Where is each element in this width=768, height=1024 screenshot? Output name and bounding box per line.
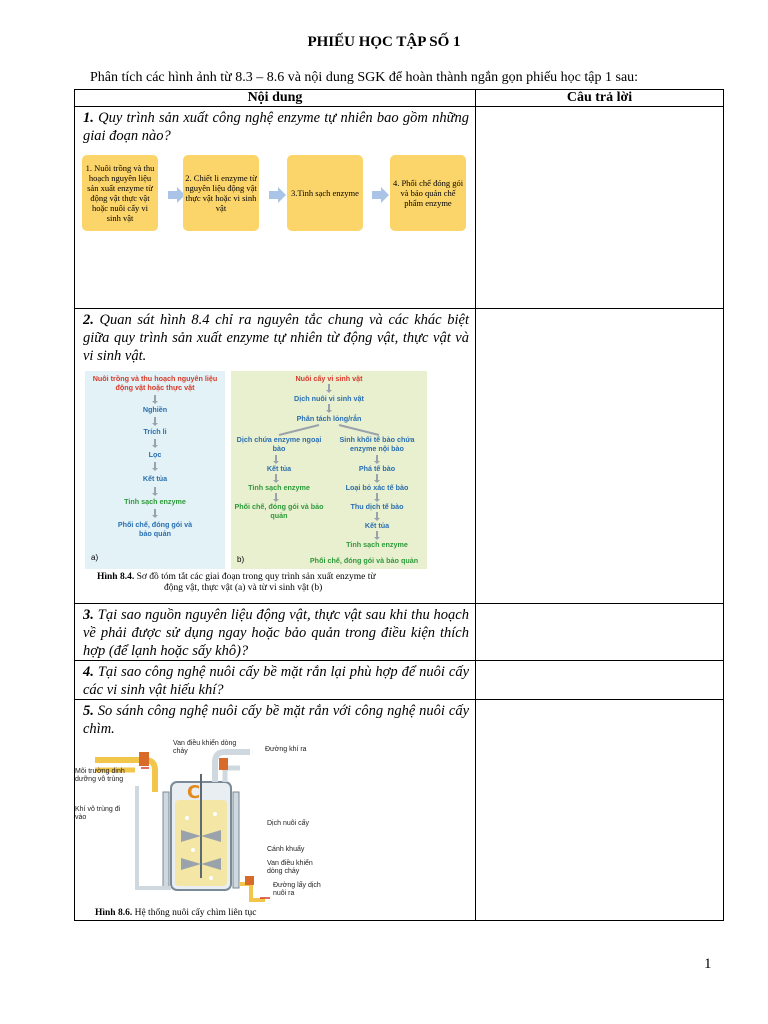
arrow-down-icon xyxy=(376,493,378,500)
arrow-down-icon xyxy=(275,493,277,500)
step-label: Kết tủa xyxy=(364,521,390,530)
question-1: 1. Quy trình sản xuất công nghệ enzyme tự nhiên bao gồm những giai đoạn nào? xyxy=(83,110,470,144)
arrow-down-icon xyxy=(275,474,277,481)
arrow-down-icon xyxy=(154,439,156,446)
step-label: Phối chế, đóng gói và bảo quản xyxy=(309,556,419,565)
step-label: Dịch chứa enzyme ngoại bào xyxy=(236,435,322,453)
label-gas-out: Đường khí ra xyxy=(265,746,307,753)
figure-8-4-caption: Hình 8.4. Sơ đồ tóm tắt các giai đoạn trong quy trình sản xuất enzyme từ động vật, thực vật (a) và từ vi sinh vật (b) xyxy=(97,572,376,593)
table-row xyxy=(75,107,724,309)
figure-8-3 xyxy=(82,155,475,239)
label-medium: Môi trường dinh dưỡng vô trùng xyxy=(75,768,125,783)
figure-8-6 xyxy=(75,738,475,920)
arrow-down-icon xyxy=(154,417,156,424)
step-label: Nuôi trồng và thu hoạch nguyên liệu động vật hoặc thực vật xyxy=(92,374,218,392)
label-valve-bottom: Van điều khiển dòng chảy xyxy=(267,860,313,875)
arrow-down-icon xyxy=(154,462,156,469)
worksheet-title: PHIẾU HỌC TẬP SỐ 1 xyxy=(307,34,461,50)
answer-cell-1[interactable] xyxy=(476,107,724,309)
table-row xyxy=(75,309,724,604)
arrow-down-icon xyxy=(154,395,156,402)
question-cell-1 xyxy=(75,107,476,309)
arrow-down-icon xyxy=(376,531,378,538)
arrow-down-icon xyxy=(376,512,378,519)
step-label: Kết tủa xyxy=(142,474,168,483)
panel-label-a: a) xyxy=(91,553,99,562)
worksheet-table xyxy=(74,89,724,921)
arrow-down-icon xyxy=(328,404,330,411)
step-label: Phối chế, đóng gói và bảo quản xyxy=(117,520,193,538)
arrow-down-icon xyxy=(376,474,378,481)
table-row xyxy=(75,661,724,700)
answer-cell-2[interactable] xyxy=(476,309,724,604)
arrow-down-icon xyxy=(376,455,378,462)
svg-text:C: C xyxy=(187,782,201,803)
step-label: Phá tế bào xyxy=(358,464,396,473)
label-outlet: Đường lấy dịch nuôi ra xyxy=(273,882,321,897)
question-3: 3. Tại sao nguồn nguyên liệu động vật, thực vật sau khi thu hoạch về phải được sử dụng ngay hoặc bảo quản trong điều kiện thích hợp (để lạnh hoặc sấy khô)? xyxy=(83,607,469,659)
step-label: Tinh sạch enzyme xyxy=(346,540,408,549)
answer-cell-4[interactable] xyxy=(476,661,724,700)
step-label: Nghiền xyxy=(142,405,168,414)
arrow-down-icon xyxy=(154,487,156,494)
question-2: 2. Quan sát hình 8.4 chỉ ra nguyên tắc chung và các khác biệt giữa quy trình sản xuất enzyme tự nhiên từ động vật, thực vật và vi sinh vật. xyxy=(83,312,469,364)
figure-8-4-panel-a xyxy=(85,371,225,569)
figure-8-4 xyxy=(75,371,475,603)
flow-step-1: 1. Nuôi trồng và thu hoạch nguyên liệu sản xuất enzyme từ động vật thực vật hoặc nuôi cấy vi sinh vật xyxy=(82,155,158,231)
page-number: 1 xyxy=(704,956,712,972)
answer-cell-3[interactable] xyxy=(476,604,724,661)
step-label: Lọc xyxy=(148,450,162,459)
intro-text: Phân tích các hình ảnh từ 8.3 – 8.6 và nội dung SGK để hoàn thành ngắn gọn phiếu học tập 1 sau: xyxy=(90,70,639,85)
step-label: Kết tủa xyxy=(266,464,292,473)
label-stirrer: Cánh khuấy xyxy=(267,846,305,853)
flow-step-3: 3.Tinh sạch enzyme xyxy=(287,155,363,231)
step-label: Tinh sạch enzyme xyxy=(124,497,186,506)
step-label: Trích li xyxy=(143,427,167,436)
step-label: Tinh sạch enzyme xyxy=(248,483,310,492)
step-label: Loại bỏ xác tế bào xyxy=(345,483,409,492)
step-label: Dịch nuôi vi sinh vật xyxy=(294,394,364,403)
question-4: 4. Tại sao công nghệ nuôi cấy bề mặt rắn lại phù hợp để nuôi cấy các vi sinh vật hiếu khí? xyxy=(83,664,470,698)
arrow-down-icon xyxy=(328,384,330,391)
figure-8-6-caption: Hình 8.6. Hệ thống nuôi cấy chìm liên tục xyxy=(95,908,257,918)
flow-step-4: 4. Phối chế đóng gói và bảo quản chế phẩm enzyme xyxy=(390,155,466,231)
header-answer: Câu trả lời xyxy=(476,90,724,107)
question-cell-4 xyxy=(75,661,476,700)
label-culture: Dịch nuôi cấy xyxy=(267,820,310,827)
arrow-down-icon xyxy=(275,455,277,462)
step-label: Thu dịch tế bào xyxy=(350,502,404,511)
question-cell-3 xyxy=(75,604,476,661)
table-header-row xyxy=(75,90,724,107)
step-label: Phối chế, đóng gói và bảo quản xyxy=(234,502,324,520)
arrow-down-icon xyxy=(154,509,156,516)
label-air-in: Khí vô trùng đi vào xyxy=(75,806,121,821)
panel-label-b: b) xyxy=(237,555,245,564)
question-cell-5 xyxy=(75,700,476,921)
step-label: Nuôi cấy vi sinh vật xyxy=(295,374,363,383)
step-label: Sinh khối tế bào chứa enzyme nội bào xyxy=(339,435,415,453)
header-content: Nội dung xyxy=(75,90,476,107)
label-valve-top: Van điều khiển dòng chảy xyxy=(173,740,237,755)
table-row xyxy=(75,700,724,921)
table-row xyxy=(75,604,724,661)
figure-8-4-panel-b xyxy=(231,371,427,569)
flow-step-2: 2. Chiết li enzyme từ nguyên liệu động vật thực vật hoặc vi sinh vật xyxy=(183,155,259,231)
question-cell-2 xyxy=(75,309,476,604)
question-5: 5. So sánh công nghệ nuôi cấy bề mặt rắn với công nghệ nuôi cấy chìm. xyxy=(83,703,469,737)
step-label: Phân tách lỏng/rắn xyxy=(296,414,362,423)
answer-cell-5[interactable] xyxy=(476,700,724,921)
